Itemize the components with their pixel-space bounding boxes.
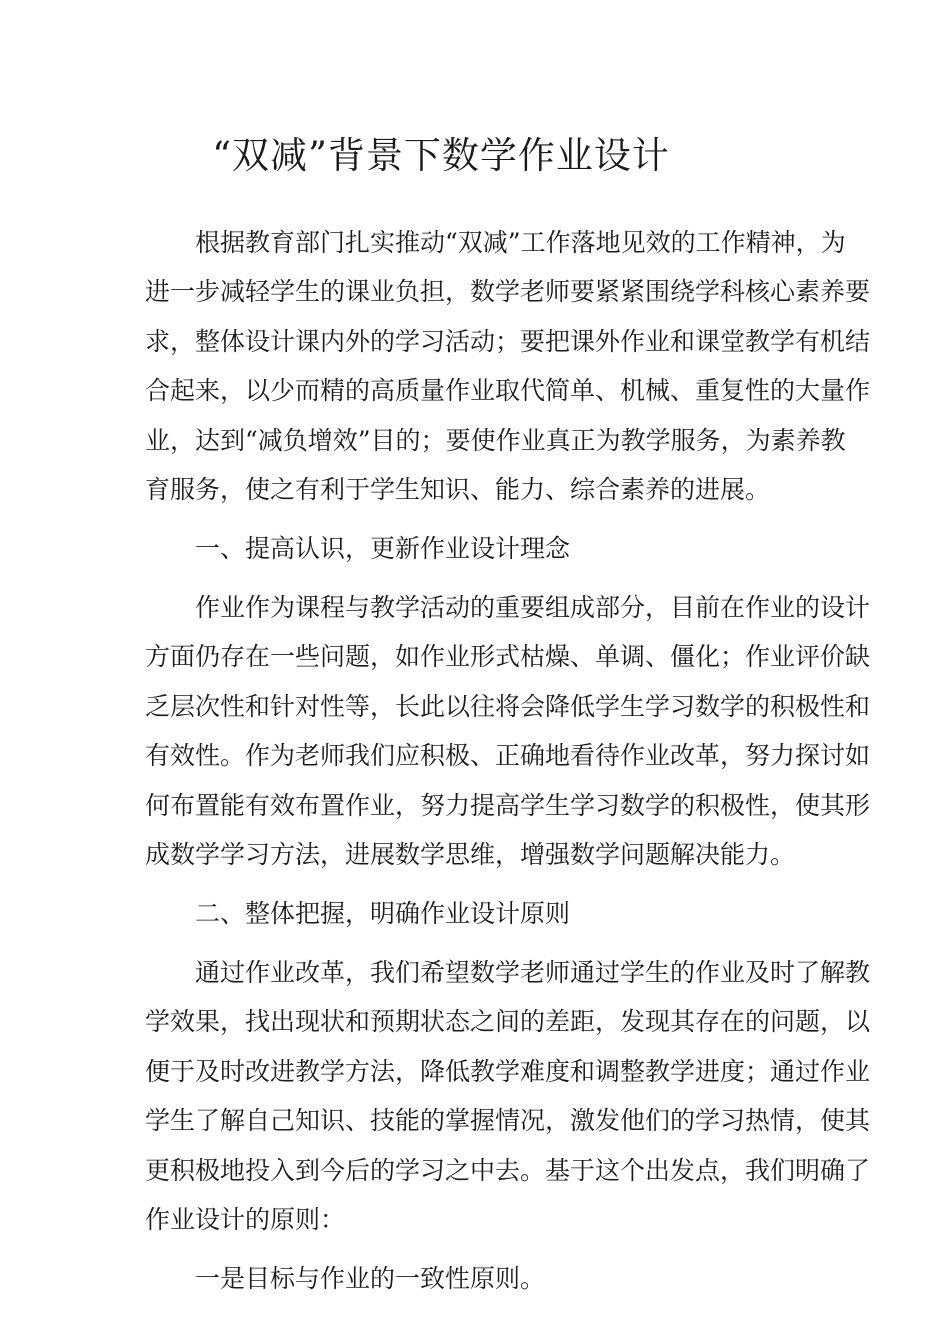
text-line: 业，达到“减负增效”目的；要使作业真正为教学服务，为素养教 [145, 426, 846, 455]
text-line: 成数学学习方法，进展数学思维，增强数学问题解决能力。 [145, 840, 796, 869]
text-line: 育服务，使之有利于学生知识、能力、综合素养的进展。 [145, 475, 771, 504]
text-line: 进一步减轻学生的课业负担，数学老师要紧紧围绕学科核心素养要 [145, 277, 871, 306]
text-line: 便于及时改进教学方法，降低教学难度和调整教学进度；通过作业 [145, 1057, 871, 1086]
text-line: 合起来，以少而精的高质量作业取代简单、机械、重复性的大量作 [145, 376, 871, 405]
section-heading: 二、整体把握，明确作业设计原则 [195, 899, 571, 928]
text-line: 作业作为课程与教学活动的重要组成部分，目前在作业的设计 [195, 593, 871, 622]
text-line: 作业设计的原则： [145, 1205, 346, 1234]
text-line: 通过作业改革，我们希望数学老师通过学生的作业及时了解教 [195, 958, 871, 987]
text-line: 根据教育部门扎实推动“双减”工作落地见效的工作精神，为 [195, 228, 846, 257]
text-line: 方面仍存在一些问题，如作业形式枯燥、单调、僵化；作业评价缺 [145, 642, 871, 671]
text-line: 一是目标与作业的一致性原则。 [195, 1264, 546, 1293]
text-line: 何布置能有效布置作业，努力提高学生学习数学的积极性，使其形 [145, 791, 871, 820]
text-line: 学效果，找出现状和预期状态之间的差距，发现其存在的问题，以 [145, 1007, 871, 1036]
section-heading: 一、提高认识，更新作业设计理念 [195, 534, 571, 563]
document-title: “双减”背景下数学作业设计 [212, 134, 670, 177]
text-line: 有效性。作为老师我们应积极、正确地看待作业改革，努力探讨如 [145, 741, 871, 770]
text-line: 更积极地投入到今后的学习之中去。基于这个出发点，我们明确了 [145, 1156, 871, 1185]
text-line: 求，整体设计课内外的学习活动；要把课外作业和课堂教学有机结 [145, 327, 871, 356]
text-line: 学生了解自己知识、技能的掌握情况，激发他们的学习热情，使其 [145, 1106, 871, 1135]
text-line: 乏层次性和针对性等，长此以往将会降低学生学习数学的积极性和 [145, 692, 871, 721]
